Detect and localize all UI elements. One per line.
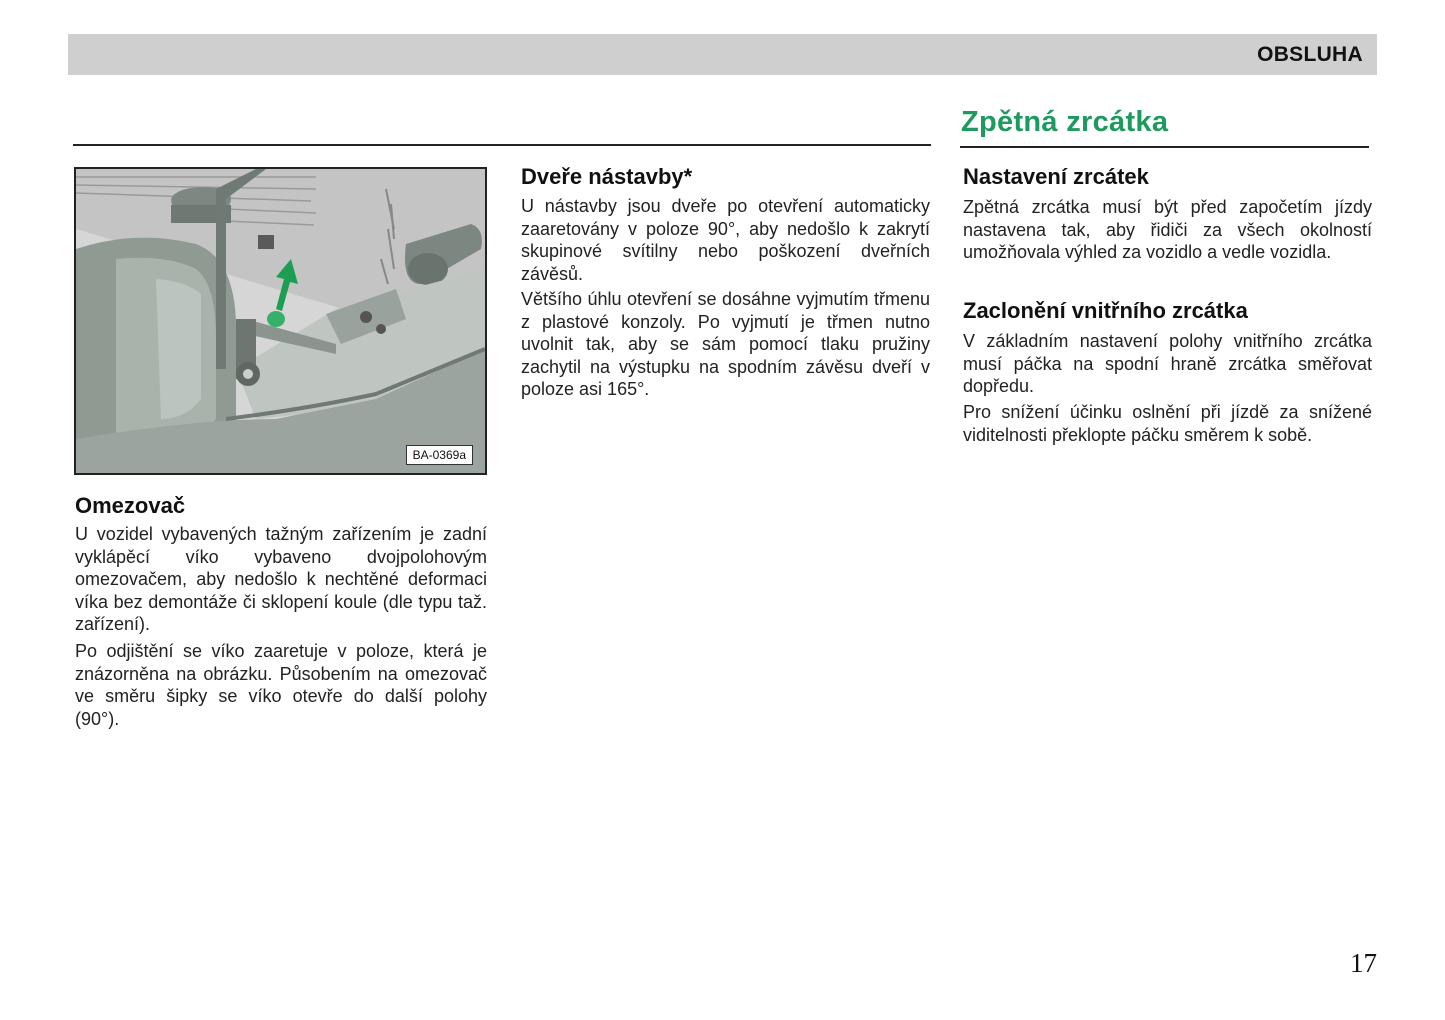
right-paragraph-3: Pro snížení účinku oslnění při jízdě za snížené viditelnosti překlopte páčku směrem k sobě.	[963, 402, 1372, 445]
heading-zacloneni: Zaclonění vnitřního zrcátka	[963, 298, 1248, 323]
right-paragraph-1: Zpětná zrcátka musí být před započetím jízdy nastavena tak, aby řidiči za všech okolností umožňovala výhled za vozidlo a vedle vozidla.	[963, 197, 1372, 262]
right-paragraph-2: V základním nastavení polohy vnitřního zrcátka musí páčka na spodní hraně zrcátka směřovat dopředu.	[963, 331, 1372, 396]
header-bar	[68, 34, 1377, 75]
left-paragraph-1: U vozidel vybavených tažným zařízením je zadní vyklápěcí víko vybaveno dvojpolohovým omezovačem, aby nedošlo k nechtěné deformaci víka bez demontáže či sklopení koule (dle typu taž. zařízení).	[75, 524, 487, 634]
tailgate-limiter-illustration	[76, 169, 485, 473]
page-number: 17	[1350, 948, 1377, 978]
middle-paragraph-1: U nástavby jsou dveře po otevření automaticky zaaretovány v poloze 90°, aby nedošlo k zakrytí skupinové svítilny nebo poškození dveřních závěsů.	[521, 196, 930, 284]
heading-nastaveni-zrcatek: Nastavení zrcátek	[963, 164, 1149, 189]
figure-label: BA-0369a	[406, 445, 473, 465]
middle-paragraph-2: Většího úhlu otevření se dosáhne vyjmutím třmenu z plastové konzoly. Po vyjmutí je třmen nutno uvolnit tak, aby se sám pomocí tlaku pružiny zachytil na výstupku na spodním závěsu dveří v poloze asi 165°.	[521, 289, 930, 399]
figure-illustration	[74, 167, 487, 475]
heading-omezovac: Omezovač	[75, 493, 186, 518]
divider-left	[73, 144, 931, 146]
header-title: OBSLUHA	[1257, 43, 1363, 66]
section-title: Zpětná zrcátka	[961, 106, 1169, 138]
heading-dvere-nastavby: Dveře nástavby*	[521, 164, 693, 189]
left-paragraph-2: Po odjištění se víko zaaretuje v poloze, která je znázorněna na obrázku. Působením na omezovač ve směru šipky se víko otevře do další polohy (90°).	[75, 641, 487, 729]
divider-right	[960, 146, 1369, 148]
